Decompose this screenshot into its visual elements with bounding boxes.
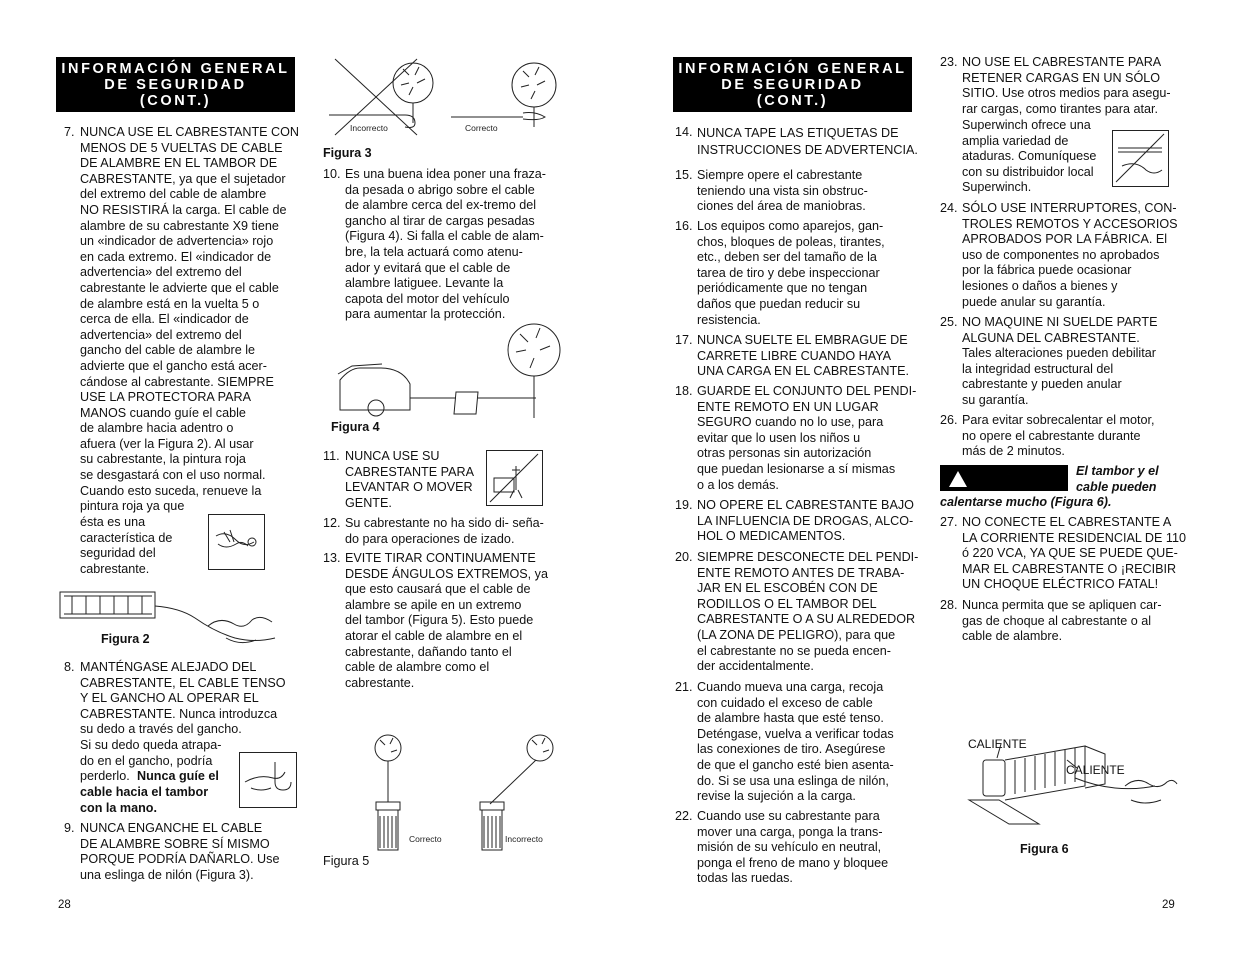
- page-number-left: 28: [58, 899, 71, 911]
- figure-6-caption: Figura 6: [1020, 842, 1069, 856]
- list-item-10: [323, 167, 568, 327]
- list-item-17: [675, 333, 920, 381]
- item-text: Para evitar sobrecalentar el motor, no opere el cabrestante durante más de 2 minutos.: [962, 413, 1155, 459]
- list-item-15: [675, 168, 920, 216]
- figure-2-caption: Figura 2: [101, 632, 150, 646]
- list-item-13: [323, 551, 568, 696]
- item-number: 7.: [64, 125, 75, 139]
- item-number: 22.: [675, 809, 693, 823]
- warning-triangle-icon: [948, 470, 968, 488]
- list-item-12: [323, 516, 568, 548]
- warning-text: calentarse mucho (Figura 6).: [940, 495, 1112, 509]
- item-text: SÓLO USE INTERRUPTORES, CON- TROLES REMOTOS Y ACCESORIOS APROBADOS POR LA FÁBRICA. El uso de componentes no aprobados por la fábrica puede ocasionar lesiones o daños a bienes y puede anular su garantía.: [962, 201, 1178, 309]
- list-item-28: [940, 598, 1180, 646]
- item-text: NO OPERE EL CABRESTANTE BAJO LA INFLUENCIA DE DROGAS, ALCO- HOL O MEDICAMENTOS.: [697, 498, 914, 544]
- hot-label: CALIENTE: [968, 737, 1027, 751]
- figure-3-correct-label: Correcto: [465, 123, 498, 133]
- item-text: NUNCA SUELTE EL EMBRAGUE DE CARRETE LIBRE CUANDO HAYA UNA CARGA EN EL CABRESTANTE.: [697, 333, 910, 379]
- figure-5-caption: Figura 5: [323, 854, 370, 868]
- list-item-16: [675, 219, 920, 331]
- item-number: 17.: [675, 333, 693, 347]
- figure-5-incorrect-label: Incorrecto: [505, 834, 543, 844]
- item-text: Nunca permita que se apliquen car- gas de choque al cabrestante o al cable de alambre.: [962, 598, 1162, 644]
- figure-4-caption: Figura 4: [331, 420, 380, 434]
- page-number-right: 29: [1162, 899, 1175, 911]
- item-text-continued: Superwinch ofrece una amplia variedad de ataduras. Comuníquese con su distribuidor local Superwinch.: [962, 118, 1097, 195]
- item-text: NO USE EL CABRESTANTE PARA RETENER CARGAS EN UN SÓLO SITIO. Use otros medios para asegu- rar cargas, como tirantes para atar.: [962, 55, 1171, 116]
- item-number: 15.: [675, 168, 693, 182]
- figure-4-vehicle-illustration: [336, 322, 566, 422]
- list-item-11: [323, 449, 493, 513]
- figure-5-correct-label: Correcto: [409, 834, 442, 844]
- item-number: 23.: [940, 55, 958, 69]
- item-number: 8.: [64, 660, 75, 674]
- list-item-27: [940, 515, 1186, 595]
- list-item-7: [64, 125, 304, 585]
- list-item-19: [675, 498, 920, 546]
- item-number: 21.: [675, 680, 693, 694]
- item-number: 28.: [940, 598, 958, 612]
- item-text: NUNCA TAPE LAS ETIQUETAS DE INSTRUCCIONES DE ADVERTENCIA.: [697, 126, 918, 157]
- item-number: 24.: [940, 201, 958, 215]
- item-text-bold: cable hacia el tambor: [80, 785, 209, 799]
- list-item-25: [940, 315, 1180, 411]
- item-number: 25.: [940, 315, 958, 329]
- list-item-26: [940, 413, 1180, 461]
- item-text: Siempre opere el cabrestante teniendo una vista sin obstruc- ciones del área de maniobras.: [697, 168, 868, 214]
- item-number: 12.: [323, 516, 341, 530]
- item-text: NUNCA USE EL CABRESTANTE CON MENOS DE 5 VUELTAS DE CABLE DE ALAMBRE EN EL TAMBOR DE CABRESTANTE, ya que el sujetador del extremo del cable de alambre NO RESISTIRÁ la carga. El cable de alambre de su cabrestante X9 tiene un «indicador de advertencia» rojo en cada extremo. El «indicador de advertencia» del extremo del cabrestante le advierte que el cable de alambre está en la vuelta 5 o cerca de ella. El «indicador de advertencia» del extremo del gancho del cable de alambre le advierte que el gancho está acer- cándose al cabrestante. SIEMPRE USE LA PROTECTORA PARA MANOS cuando guíe el cable de alambre hacia adentro o afuera (ver la Figura 2). Al usar su cabrestante, la pintura roja se desgastará con el uso normal. Cuando esto suceda, renueve la pintura roja ya que: [80, 125, 300, 514]
- item-text: Su cabrestante no ha sido di- seña- do para operaciones de izado.: [345, 516, 544, 546]
- item-number: 10.: [323, 167, 341, 181]
- item-text: NO CONECTE EL CABRESTANTE A LA CORRIENTE RESIDENCIAL DE 110 ó 220 VCA, YA QUE SE PUEDE QUE- MAR EL CABRESTANTE O ¡RECIBIR UN CHOQUE ELÉCTRICO FATAL!: [962, 515, 1186, 592]
- item-text-bold: Nunca guíe el: [137, 769, 219, 783]
- item-text: Es una buena idea poner una fraza- da pesada o abrigo sobre el cable de alambre cerca del ex-tremo del gancho al tirar de cargas pesadas (Figura 4). Si falla el cable de alam- bre, la tela actuará como atenu- ador y evitará que el cable de alambre latiguee. Levante la capota del motor del vehículo para aumentar la protección.: [345, 167, 546, 322]
- item-number: 11.: [323, 449, 340, 463]
- figure-3-caption: Figura 3: [323, 146, 372, 160]
- item-number: 9.: [64, 821, 75, 835]
- item-number: 20.: [675, 550, 693, 564]
- item-number: 13.: [323, 551, 341, 565]
- item-number: 27.: [940, 515, 958, 529]
- item-text-bold: con la mano.: [80, 801, 157, 815]
- item-text: NUNCA USE SU CABRESTANTE PARA LEVANTAR O MOVER GENTE.: [345, 449, 474, 510]
- item-text: MANTÉNGASE ALEJADO DEL CABRESTANTE, EL CABLE TENSO Y EL GANCHO AL OPERAR EL CABRESTANTE. Nunca introduzca su dedo a través del gancho. Si su dedo queda atrapa- do en el gancho, podría perderlo.: [80, 660, 286, 784]
- item-number: 19.: [675, 498, 693, 512]
- item-text: GUARDE EL CONJUNTO DEL PENDI- ENTE REMOTO EN UN LUGAR SEGURO cuando no lo use, para evitar que lo usen los niños u otras personas sin autorización que puedan lesionarse a sí mismas o a los demás.: [697, 384, 917, 492]
- hook-finger-icon: [239, 752, 297, 808]
- list-item-18: [675, 384, 920, 496]
- figure-3-incorrect-label: Incorrecto: [350, 123, 388, 133]
- item-text: Cuando mueva una carga, recoja con cuidado el exceso de cable de alambre hasta que esté tenso. Deténgase, vuelva a verificar todas las conexiones de tiro. Asegúrese de que el gancho esté bien asenta- do. Si se usa una eslinga de nilón, revise la sujeción a la carga.: [697, 680, 894, 804]
- item-text: NUNCA ENGANCHE EL CABLE DE ALAMBRE SOBRE SÍ MISMO PORQUE PODRÍA DAÑARLO. Use una eslinga de nilón (Figura 3).: [80, 821, 280, 882]
- section-header-left: INFORMACIÓN GENERAL DE SEGURIDAD (CONT.): [56, 57, 295, 112]
- item-text-continued: ésta es una característica de seguridad del cabrestante.: [80, 515, 173, 576]
- no-lifting-people-icon: [486, 450, 543, 506]
- list-item-14: [675, 125, 920, 159]
- item-text: Los equipos como aparejos, gan- chos, bloques de poleas, tirantes, etc., deben ser del tamaño de la tarea de tiro y debe inspeccionar periódicamente que no tengan daños que puedan reducir su resistencia.: [697, 219, 885, 327]
- tie-down-strap-icon: [1112, 130, 1169, 187]
- section-header-right: INFORMACIÓN GENERAL DE SEGURIDAD (CONT.): [673, 57, 912, 112]
- list-item-22: [675, 809, 920, 889]
- warning-text: El tambor y el: [1076, 464, 1159, 478]
- figure-6-hot-winch-illustration: [965, 730, 1180, 830]
- item-text: SIEMPRE DESCONECTE DEL PENDI- ENTE REMOTO ANTES DE TRABA- JAR EN EL ESCOBÉN CON DE RODILLOS O EL TAMBOR DEL CABRESTANTE O A SU ALREDEDOR (LA ZONA DE PELIGRO), para que el cabrestante no se pueda encen- der accidentalmente.: [697, 550, 919, 674]
- item-text: Cuando use su cabrestante para mover una carga, ponga la trans- misión de su vehículo en neutral, ponga el freno de mano y bloquee todas las ruedas.: [697, 809, 889, 886]
- item-number: 18.: [675, 384, 693, 398]
- list-item-9: [64, 821, 304, 885]
- item-text: EVITE TIRAR CONTINUAMENTE DESDE ÁNGULOS EXTREMOS, ya que esto causará que el cable de alambre se apile en un extremo del tambor (Figura 5). Esto puede atorar el cable de alambre en el cabrestante, dañando tanto el cable de alambre como el cabrestante.: [345, 551, 548, 690]
- list-item-24: [940, 201, 1180, 313]
- list-item-21: [675, 680, 920, 808]
- warning-banner: [940, 465, 1068, 491]
- glove-hand-icon: [208, 514, 265, 570]
- figure-2-winch-illustration: [58, 588, 288, 653]
- item-number: 14.: [675, 125, 693, 139]
- item-text: NO MAQUINE NI SUELDE PARTE ALGUNA DEL CABRESTANTE. Tales alteraciones pueden debilitar la integridad estructural del cabrestante y pueden anular su garantía.: [962, 315, 1158, 407]
- list-item-20: [675, 550, 920, 678]
- item-number: 26.: [940, 413, 958, 427]
- warning-text: cable pueden: [1076, 480, 1157, 494]
- hot-label: CALIENTE: [1066, 763, 1125, 777]
- item-number: 16.: [675, 219, 693, 233]
